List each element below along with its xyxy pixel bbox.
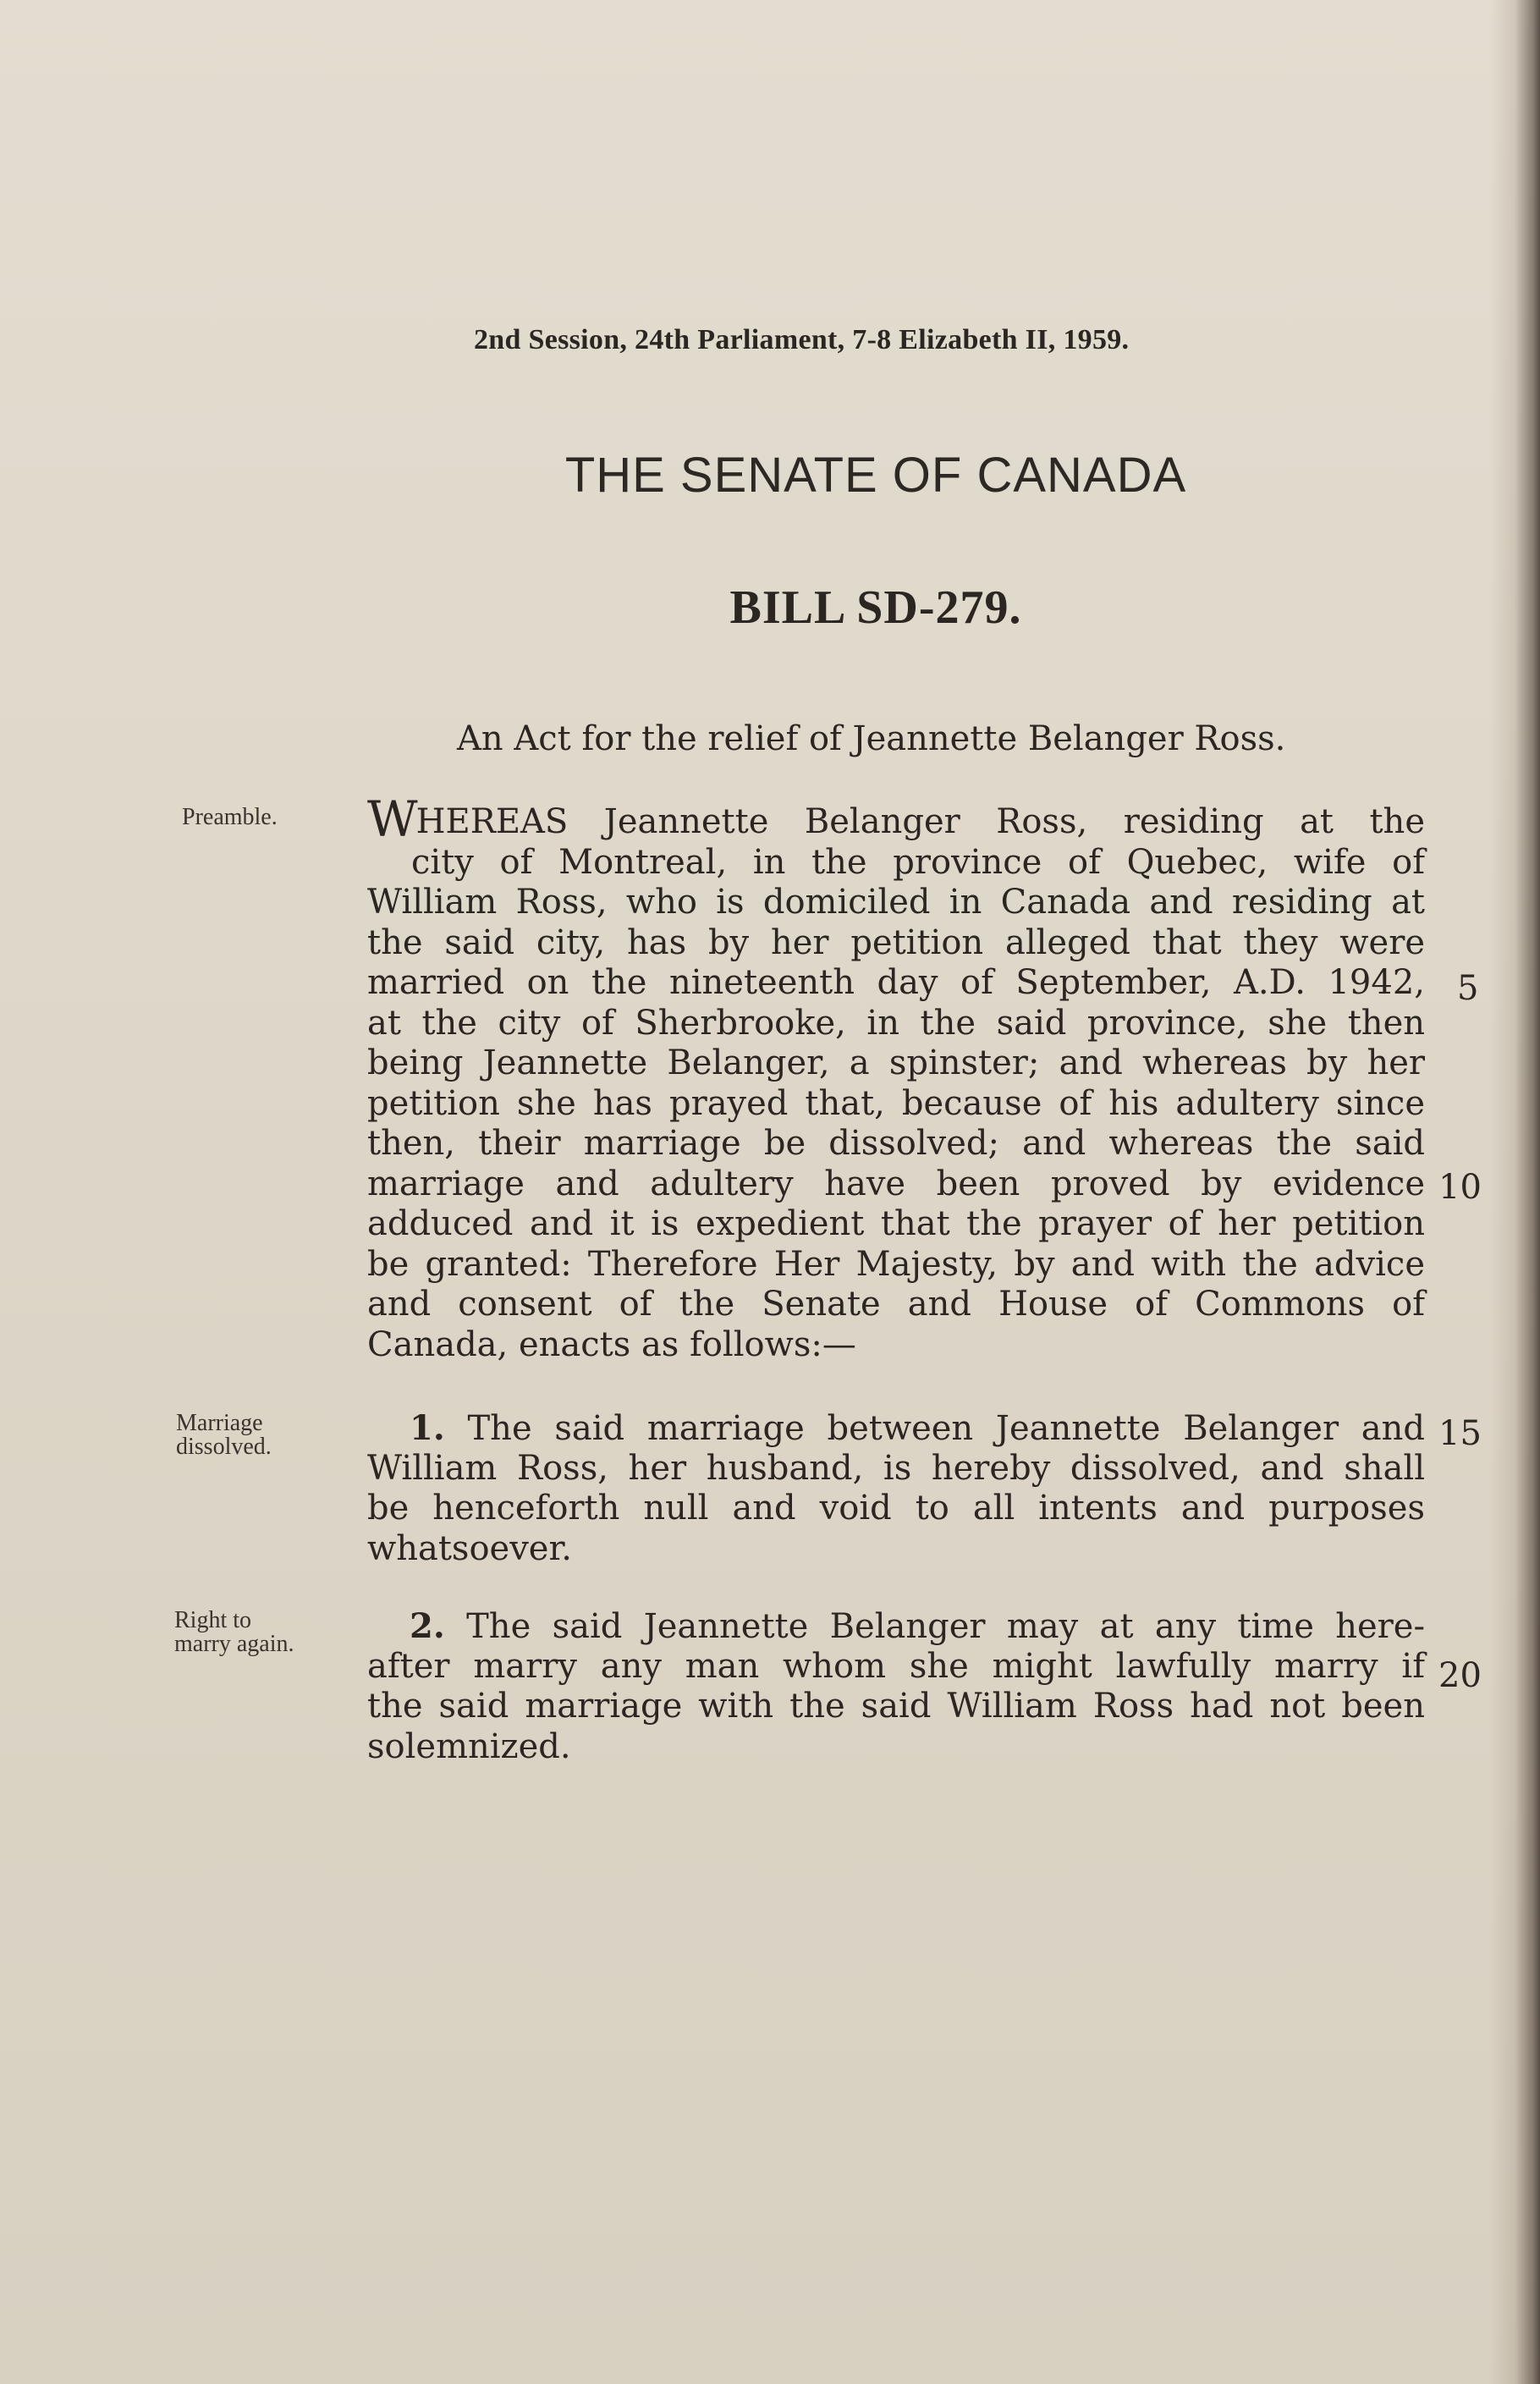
paragraph-line: then, their marriage be dissolved; and whereas the said xyxy=(367,1124,1425,1163)
paragraph-line: city of Montreal, in the province of Quebec, wife of xyxy=(411,842,1425,882)
bill-number: BILL SD-279. xyxy=(729,581,1022,634)
paragraph-line: the said city, has by her petition alleged that they were xyxy=(367,922,1425,962)
paragraph-line: whatsoever. xyxy=(367,1528,572,1568)
paragraph-line: solemnized. xyxy=(367,1726,571,1766)
paragraph-line: adduced and it is expedient that the prayer of her petition xyxy=(367,1204,1425,1243)
paragraph-line xyxy=(367,1408,1425,1449)
paragraph-line: and consent of the Senate and House of Commons of xyxy=(367,1285,1425,1324)
paragraph-line: be granted: Therefore Her Majesty, by and with the advice xyxy=(367,1244,1425,1284)
line-number-15: 15 xyxy=(1438,1414,1482,1453)
section-number: 1. xyxy=(410,1408,445,1448)
margin-note-line: dissolved. xyxy=(176,1434,272,1460)
act-title: An Act for the relief of Jeannette Belanger Ross. xyxy=(457,719,1286,758)
paragraph-line: after marry any man whom she might lawfully marry if xyxy=(367,1646,1425,1686)
line-number-10: 10 xyxy=(1438,1168,1482,1207)
paragraph-line: the said marriage with the said William Ross had not been xyxy=(367,1687,1425,1726)
line-number-5: 5 xyxy=(1457,969,1479,1008)
margin-note-right-to-marry xyxy=(174,1609,294,1656)
paragraph-line: at the city of Sherbrooke, in the said province, she then xyxy=(367,1003,1425,1043)
session-header: 2nd Session, 24th Parliament, 7-8 Elizabeth II, 1959. xyxy=(474,324,1130,355)
senate-title: THE SENATE OF CANADA xyxy=(564,448,1187,503)
paragraph-line xyxy=(367,790,1425,848)
preamble-paragraph xyxy=(367,790,1425,1365)
line-text: The said marriage between Jeannette Belanger and xyxy=(467,1409,1426,1448)
margin-note-line: Right to xyxy=(174,1607,252,1633)
section-2-paragraph xyxy=(367,1606,1425,1767)
paragraph-line: Canada, enacts as follows:— xyxy=(367,1324,856,1364)
section-1-paragraph xyxy=(367,1408,1425,1569)
paragraph-line: married on the nineteenth day of September, A.D. 1942, xyxy=(367,963,1425,1002)
line-text: The said Jeannette Belanger may at any time here- xyxy=(466,1607,1425,1646)
paragraph-line: being Jeannette Belanger, a spinster; and whereas by her xyxy=(367,1043,1425,1082)
paragraph-line: William Ross, her husband, is hereby dissolved, and shall xyxy=(367,1448,1425,1488)
section-number: 2. xyxy=(410,1606,445,1646)
margin-note-line: Marriage xyxy=(176,1410,263,1436)
margin-note-line: marry again. xyxy=(174,1631,294,1657)
paragraph-line: be henceforth null and void to all intents and purposes xyxy=(367,1489,1425,1528)
paragraph-line: William Ross, who is domiciled in Canada and residing at xyxy=(367,883,1425,922)
drop-cap: W xyxy=(367,790,416,848)
paragraph-line: petition she has prayed that, because of his adultery since xyxy=(367,1083,1425,1123)
margin-note-preamble: Preamble. xyxy=(182,804,278,830)
paragraph-line xyxy=(367,1606,1425,1647)
line-number-20: 20 xyxy=(1438,1656,1482,1695)
margin-note-marriage-dissolved xyxy=(176,1412,272,1459)
paragraph-line: marriage and adultery have been proved by evidence xyxy=(367,1164,1425,1203)
line-text: HEREAS Jeannette Belanger Ross, residing at the xyxy=(415,802,1425,841)
